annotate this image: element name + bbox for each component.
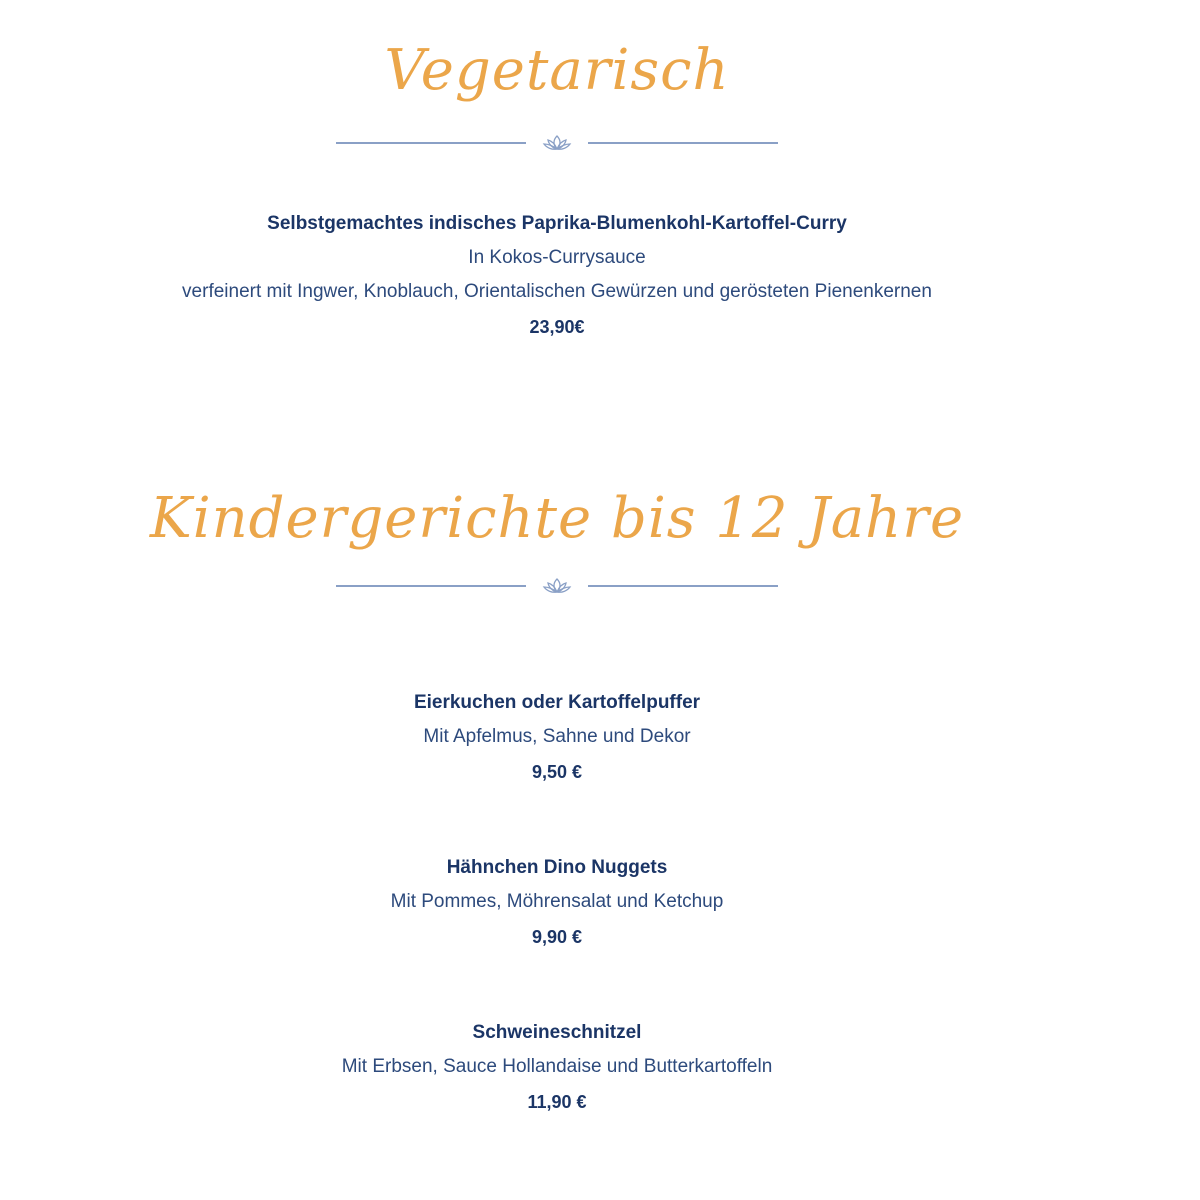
section-title-kindergerichte: Kindergerichte bis 12 Jahre: [149, 486, 965, 551]
dish-description: Mit Erbsen, Sauce Hollandaise und Butterkartoffeln: [341, 1056, 773, 1077]
dish-description: In Kokos-Currysauce: [468, 247, 646, 268]
dish-name: Eierkuchen oder Kartoffelpuffer: [413, 692, 701, 713]
dish-name: Schweineschnitzel: [472, 1022, 642, 1043]
menu-item: [0, 207, 1114, 345]
dish-price: 23,90€: [529, 317, 585, 337]
divider-line-left: [336, 585, 526, 587]
dish-price: 11,90 €: [527, 1092, 587, 1112]
menu-item: [0, 686, 1114, 790]
dish-description: Mit Pommes, Möhrensalat und Ketchup: [390, 891, 724, 912]
dish-price: 9,50 €: [531, 762, 583, 782]
lotus-icon: [542, 133, 572, 153]
dish-description: Mit Apfelmus, Sahne und Dekor: [423, 726, 691, 747]
divider-line-right: [588, 585, 778, 587]
divider-line-left: [336, 142, 526, 144]
lotus-icon: [542, 576, 572, 596]
menu-item: [0, 851, 1114, 955]
dish-name: Selbstgemachtes indisches Paprika-Blumenkohl-Kartoffel-Curry: [267, 213, 847, 234]
section-title-vegetarisch: Vegetarisch: [384, 38, 730, 103]
section-divider: [336, 133, 778, 153]
section-divider: [336, 576, 778, 596]
menu-item: [0, 1016, 1114, 1120]
dish-price: 9,90 €: [531, 927, 583, 947]
divider-line-right: [588, 142, 778, 144]
dish-description: verfeinert mit Ingwer, Knoblauch, Orientalischen Gewürzen und gerösteten Pienenkernen: [182, 281, 932, 302]
dish-name: Hähnchen Dino Nuggets: [446, 857, 668, 878]
